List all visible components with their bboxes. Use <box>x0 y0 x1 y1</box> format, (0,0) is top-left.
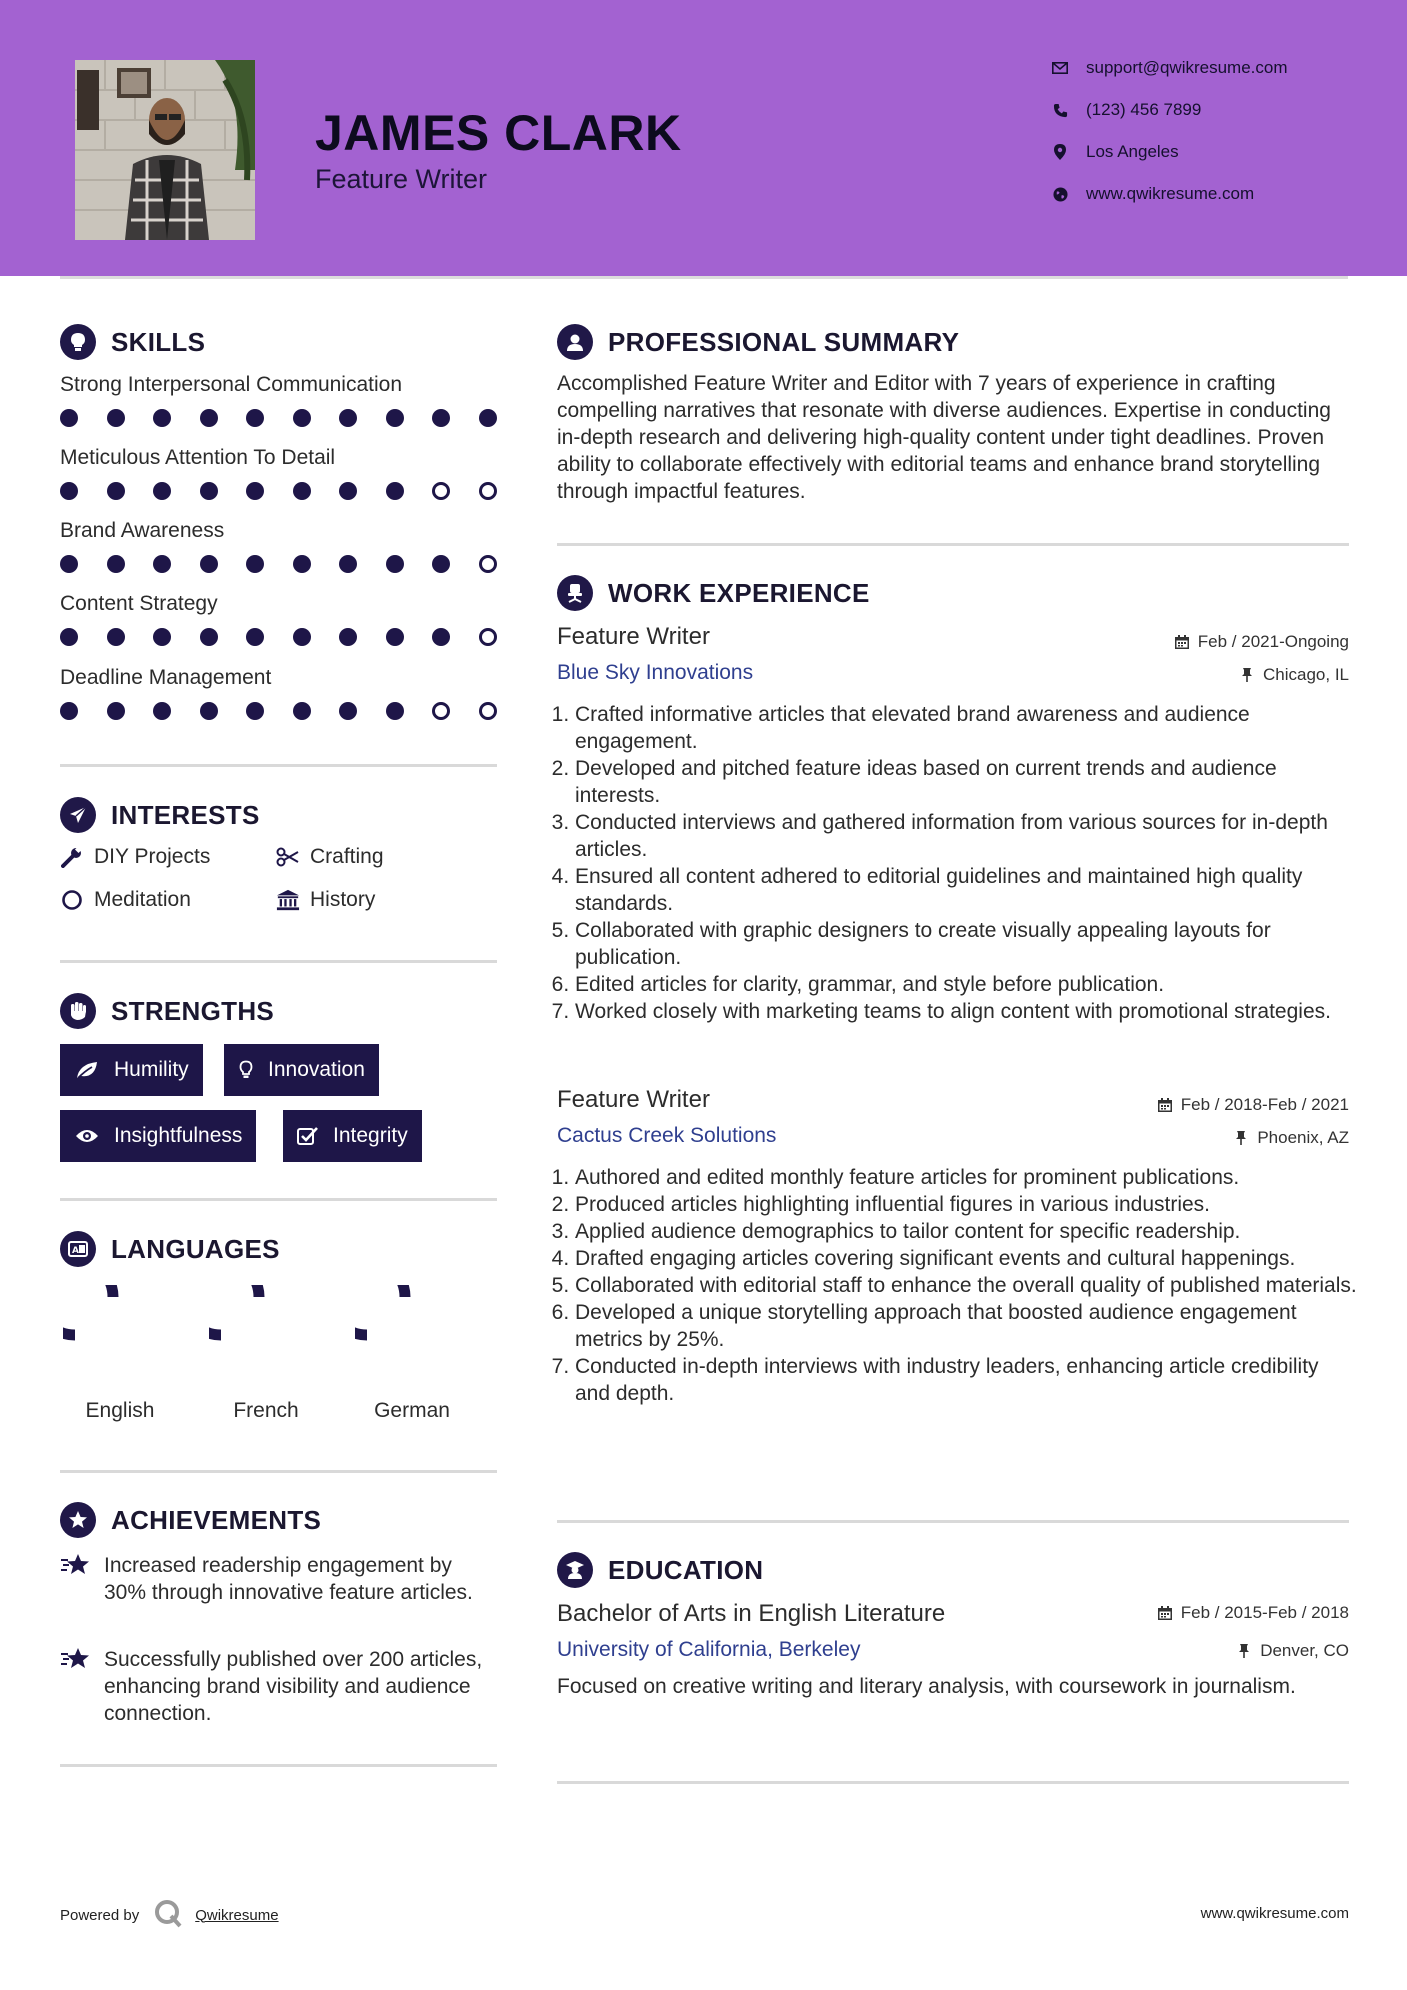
skill-name: Content Strategy <box>60 592 218 615</box>
star-icon <box>60 1552 92 1578</box>
rating-dot-filled <box>339 628 357 646</box>
rating-dot-filled <box>153 409 171 427</box>
calendar-icon <box>1156 1604 1174 1622</box>
rating-dot-filled <box>153 628 171 646</box>
lightbulb-icon <box>60 324 96 360</box>
languages-title: LANGUAGES <box>111 1233 280 1264</box>
skills-divider <box>60 764 497 767</box>
job-dates-text: Feb / 2021-Ongoing <box>1197 632 1349 651</box>
powered-by-text: Powered by <box>60 1906 140 1924</box>
phone-icon <box>1050 100 1070 120</box>
language-ring <box>63 1285 163 1390</box>
rating-dot-filled <box>107 702 125 720</box>
rating-dot-empty <box>479 702 497 720</box>
contact-website[interactable] <box>1050 184 1370 204</box>
job-location <box>1232 1128 1349 1148</box>
museum-icon <box>276 888 300 912</box>
calendar-icon <box>1173 633 1191 651</box>
interest-item-crafting <box>276 845 384 869</box>
rating-dot-filled <box>200 702 218 720</box>
duty-item: 2. Produced articles highlighting influential figures in various industries. <box>575 1191 1357 1218</box>
wrench-icon <box>60 845 84 869</box>
qwikresume-link[interactable]: Qwikresume <box>195 1906 279 1924</box>
rating-dot-filled <box>339 702 357 720</box>
education-title: EDUCATION <box>608 1554 764 1585</box>
rating-dot-filled <box>293 702 311 720</box>
strengths-divider <box>60 1198 497 1201</box>
skill-name: Deadline Management <box>60 666 272 689</box>
pin-icon <box>1232 1129 1250 1147</box>
duty-item: 4. Drafted engaging articles covering significant events and cultural happenings. <box>575 1245 1357 1272</box>
education-dates <box>1156 1603 1349 1623</box>
achievements-title: ACHIEVEMENTS <box>111 1504 322 1535</box>
job-duties-list <box>557 1164 1357 1407</box>
rating-dot-empty <box>479 628 497 646</box>
rating-dot-filled <box>60 628 78 646</box>
job-title: Feature Writer <box>557 623 710 650</box>
duty-item: 7. Worked closely with marketing teams to align content with promotional strategies. <box>575 998 1357 1025</box>
rating-dot-empty <box>432 702 450 720</box>
duty-item: 3. Applied audience demographics to tailor content for specific readership. <box>575 1218 1357 1245</box>
achievement-item <box>60 1552 490 1606</box>
strength-tag-integrity <box>283 1110 422 1162</box>
contact-location <box>1050 142 1370 162</box>
strengths-heading <box>60 993 274 1029</box>
skill-name: Strong Interpersonal Communication <box>60 373 403 396</box>
fist-icon <box>60 993 96 1029</box>
rating-dot-filled <box>386 702 404 720</box>
skill-rating <box>60 628 525 646</box>
experience-title: WORK EXPERIENCE <box>608 577 870 608</box>
pin-icon <box>1235 1642 1253 1660</box>
pin-icon <box>1238 666 1256 684</box>
company-name[interactable]: Blue Sky Innovations <box>557 661 754 684</box>
strengths-title: STRENGTHS <box>111 995 275 1026</box>
interest-item-history <box>276 888 375 912</box>
lightbulb-icon <box>238 1059 254 1081</box>
footer-website[interactable]: www.qwikresume.com <box>1200 1905 1349 1922</box>
language-level-arc <box>209 1285 259 1335</box>
rating-dot-filled <box>200 482 218 500</box>
rating-dot-filled <box>386 555 404 573</box>
languages-heading <box>60 1231 280 1267</box>
rating-dot-filled <box>246 482 264 500</box>
languages-divider <box>60 1470 497 1473</box>
leaf-icon <box>74 1059 100 1081</box>
skill-rating <box>60 409 525 427</box>
contact-location-text: Los Angeles <box>1086 142 1179 161</box>
scissors-icon <box>276 845 300 869</box>
interest-item-meditation <box>60 888 191 912</box>
rating-dot-filled <box>107 482 125 500</box>
strength-tag-insightfulness <box>60 1110 256 1162</box>
achievement-item <box>60 1646 490 1727</box>
envelope-icon <box>1050 58 1070 78</box>
rating-dot-filled <box>107 628 125 646</box>
skill-rating <box>60 702 525 720</box>
achievements-divider <box>60 1764 497 1767</box>
summary-text: Accomplished Feature Writer and Editor with 7 years of experience in crafting compelling narratives that resonate with diverse audiences. Expertise in conducting in-depth research and delivering high-quality content under tight deadlines. Proven ability to collaborate effectively with editorial teams and enhance brand storytelling through impactful features. <box>557 372 1331 503</box>
duty-item: 3. Conducted interviews and gathered information from various sources for in-depth articles. <box>575 809 1357 863</box>
rating-dot-filled <box>339 482 357 500</box>
language-ring <box>209 1285 309 1390</box>
duty-item: 6. Edited articles for clarity, grammar, and style before publication. <box>575 971 1357 998</box>
job-location-text: Chicago, IL <box>1263 665 1349 684</box>
qwikresume-logo-icon <box>153 1898 183 1932</box>
rating-dot-filled <box>339 409 357 427</box>
user-icon <box>557 324 593 360</box>
contact-email[interactable] <box>1050 58 1370 78</box>
language-level-arc <box>63 1285 113 1335</box>
education-location <box>1235 1641 1349 1661</box>
rating-dot-filled <box>293 628 311 646</box>
map-marker-icon <box>1050 142 1070 162</box>
summary-divider <box>557 543 1349 546</box>
contact-phone-text: (123) 456 7899 <box>1086 100 1202 119</box>
language-icon <box>60 1231 96 1267</box>
rating-dot-filled <box>60 409 78 427</box>
resume-header <box>0 0 1407 276</box>
duty-item: 5. Collaborated with editorial staff to enhance the overall quality of published materials. <box>575 1272 1357 1299</box>
education-heading <box>557 1552 763 1588</box>
rating-dot-empty <box>479 555 497 573</box>
summary-heading <box>557 324 959 360</box>
job-dates-text: Feb / 2018-Feb / 2021 <box>1180 1095 1349 1114</box>
strength-tag-innovation <box>224 1044 379 1096</box>
language-name: German <box>374 1399 450 1422</box>
education-description: Focused on creative writing and literary analysis, with coursework in journalism. <box>557 1675 1296 1698</box>
rating-dot-filled <box>107 409 125 427</box>
duty-item: 1. Authored and edited monthly feature articles for prominent publications. <box>575 1164 1357 1191</box>
interest-label: History <box>310 888 376 911</box>
strength-tag-humility <box>60 1044 203 1096</box>
achievement-text: Successfully published over 200 articles, enhancing brand visibility and audience connection. <box>104 1648 483 1725</box>
interests-title: INTERESTS <box>111 799 260 830</box>
office-chair-icon <box>557 575 593 611</box>
degree-title: Bachelor of Arts in English Literature <box>557 1600 946 1627</box>
language-name: French <box>233 1399 299 1422</box>
experience-divider <box>557 1520 1349 1523</box>
candidate-title: Feature Writer <box>315 164 488 194</box>
duty-item: 2. Developed and pitched feature ideas based on current trends and audience interests. <box>575 755 1357 809</box>
skills-title: SKILLS <box>111 326 206 357</box>
rating-dot-filled <box>293 482 311 500</box>
skill-rating <box>60 555 525 573</box>
rating-dot-filled <box>200 409 218 427</box>
job-dates <box>1156 1095 1349 1115</box>
rating-dot-filled <box>432 555 450 573</box>
skill-rating <box>60 482 525 500</box>
skill-name: Brand Awareness <box>60 519 225 542</box>
job-location-text: Phoenix, AZ <box>1257 1128 1349 1147</box>
interest-item-diy <box>60 845 210 869</box>
rating-dot-filled <box>339 555 357 573</box>
rating-dot-filled <box>246 702 264 720</box>
interest-label: Crafting <box>310 845 384 868</box>
rating-dot-filled <box>293 555 311 573</box>
education-divider <box>557 1781 1349 1784</box>
rating-dot-filled <box>246 409 264 427</box>
achievements-heading <box>60 1502 321 1538</box>
check-square-icon <box>297 1125 319 1147</box>
contact-phone[interactable] <box>1050 100 1370 120</box>
strength-label: Insightfulness <box>114 1124 243 1147</box>
rating-dot-empty <box>432 482 450 500</box>
rating-dot-filled <box>60 555 78 573</box>
paper-plane-icon <box>60 797 96 833</box>
duty-item: 1. Crafted informative articles that elevated brand awareness and audience engagement. <box>575 701 1357 755</box>
language-ring <box>355 1285 455 1390</box>
rating-dot-filled <box>153 555 171 573</box>
duty-item: 6. Developed a unique storytelling approach that boosted audience engagement metrics by 25%. <box>575 1299 1357 1353</box>
globe-icon <box>1050 184 1070 204</box>
skills-heading <box>60 324 205 360</box>
rating-dot-filled <box>386 409 404 427</box>
job-duties-list <box>557 701 1357 1025</box>
school-name[interactable]: University of California, Berkeley <box>557 1638 861 1661</box>
summary-title: PROFESSIONAL SUMMARY <box>608 326 960 357</box>
job-dates <box>1173 632 1349 652</box>
star-icon <box>60 1646 92 1672</box>
language-level-arc <box>355 1285 405 1335</box>
job-location <box>1238 665 1349 685</box>
strength-label: Innovation <box>268 1058 365 1081</box>
rating-dot-filled <box>107 555 125 573</box>
education-location-text: Denver, CO <box>1260 1641 1349 1660</box>
skill-name: Meticulous Attention To Detail <box>60 446 336 469</box>
duty-item: 5. Collaborated with graphic designers to create visually appealing layouts for publication. <box>575 917 1357 971</box>
rating-dot-filled <box>293 409 311 427</box>
duty-item: 7. Conducted in-depth interviews with industry leaders, enhancing article credibility and depth. <box>575 1353 1357 1407</box>
interests-divider <box>60 960 497 963</box>
rating-dot-filled <box>153 702 171 720</box>
rating-dot-filled <box>246 628 264 646</box>
contact-email-text: support@qwikresume.com <box>1086 58 1288 77</box>
company-name[interactable]: Cactus Creek Solutions <box>557 1124 777 1147</box>
duty-item: 4. Ensured all content adhered to editorial guidelines and maintained high quality standards. <box>575 863 1357 917</box>
interest-label: DIY Projects <box>94 845 211 868</box>
svg-text:A: A <box>72 1246 79 1256</box>
rating-dot-filled <box>386 628 404 646</box>
header-divider <box>60 276 1348 279</box>
rating-dot-filled <box>60 482 78 500</box>
job-title: Feature Writer <box>557 1086 710 1113</box>
achievement-text: Increased readership engagement by 30% through innovative feature articles. <box>104 1554 473 1604</box>
rating-dot-filled <box>153 482 171 500</box>
strength-label: Integrity <box>333 1124 408 1147</box>
eye-icon <box>74 1125 100 1147</box>
interest-label: Meditation <box>94 888 191 911</box>
rating-dot-filled <box>386 482 404 500</box>
education-dates-text: Feb / 2015-Feb / 2018 <box>1180 1603 1349 1622</box>
graduate-icon <box>557 1552 593 1588</box>
footer-powered-by <box>60 1898 279 1932</box>
candidate-name: JAMES CLARK <box>315 105 682 161</box>
contact-website-text: www.qwikresume.com <box>1086 184 1255 203</box>
rating-dot-filled <box>479 409 497 427</box>
rating-dot-filled <box>432 409 450 427</box>
rating-dot-filled <box>60 702 78 720</box>
calendar-icon <box>1156 1096 1174 1114</box>
language-name: English <box>85 1399 155 1422</box>
rating-dot-empty <box>479 482 497 500</box>
rating-dot-filled <box>246 555 264 573</box>
rating-dot-filled <box>432 628 450 646</box>
interests-heading <box>60 797 260 833</box>
profile-photo <box>75 60 255 240</box>
experience-heading <box>557 575 870 611</box>
rating-dot-filled <box>200 555 218 573</box>
circle-icon <box>60 888 84 912</box>
strength-label: Humility <box>114 1058 189 1081</box>
star-badge-icon <box>60 1502 96 1538</box>
rating-dot-filled <box>200 628 218 646</box>
